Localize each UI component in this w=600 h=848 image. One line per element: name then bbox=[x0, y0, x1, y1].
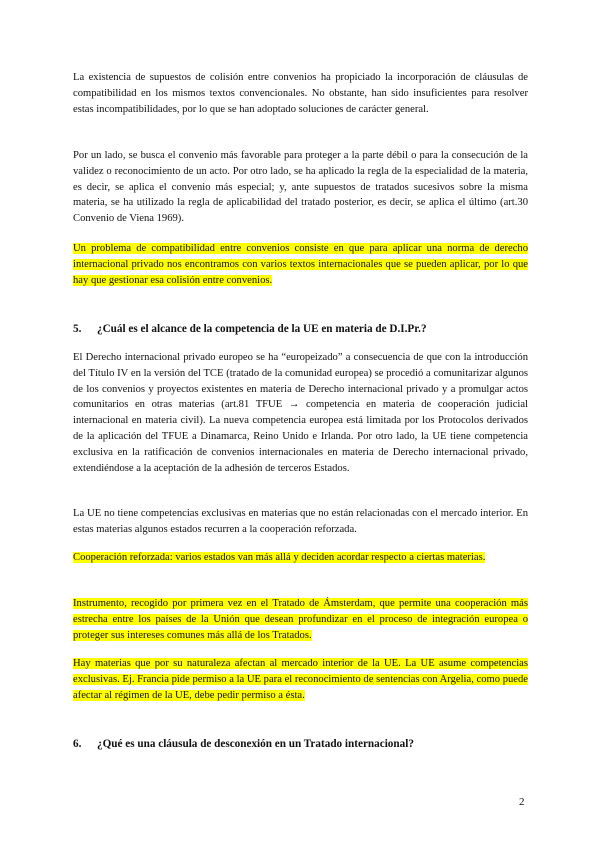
section-heading-5 bbox=[73, 323, 528, 335]
paragraph-collision: La existencia de supuestos de colisión entre convenios ha propiciado la incorporación de cláusulas de compatibilidad en los mismos textos convencionales. No obstante, han sido insuficientes para resolver estas incompatibilidades, por lo que se han adoptado soluciones de carácter general. bbox=[73, 72, 528, 115]
page-number: 2 bbox=[519, 796, 525, 808]
paragraph-instrumento bbox=[73, 596, 528, 643]
highlighted-text: Un problema de compatibilidad entre convenios consiste en que para aplicar una norma de derecho internacional privado nos encontramos con varios textos internacionales que se pueden aplicar, por lo que hay que gestionar esa colisión entre convenios. bbox=[73, 243, 528, 286]
highlighted-text: Cooperación reforzada: varios estados van más allá y deciden acordar respecto a ciertas materias. bbox=[73, 552, 486, 563]
paragraph-solutions: Por un lado, se busca el convenio más favorable para proteger a la parte débil o para la consecución de la validez o reconocimiento de un acto. Por otro lado, se ha aplicado la regla de la especialidad de la materia, es decir, se aplica el convenio más especial; y, ante supuestos de tratados sucesivos sobre la misma materia, se ha utilizado la regla de aplicabilidad del tratado posterior, es decir, se aplica el último (art.30 Convenio de Viena 1969). bbox=[73, 150, 528, 225]
paragraph-compatibility-problem bbox=[73, 241, 528, 288]
paragraph-cooperacion-reforzada bbox=[73, 550, 528, 566]
paragraph-dipr-europeo: El Derecho internacional privado europeo se ha “europeizado” a consecuencia de que con la introducción del Título IV en la versión del TCE (tratado de la comunidad europea) se procedió a comunitarizar algunos de los convenios y proyectos existentes en materia de Derecho internacional privado y a promulgar actos comunitarios en otras materias (art.81 TFUE → competencia en materia de cooperación judicial internacional en materia civil). La nueva competencia europea está limitada por los Protocolos derivados de la aplicación del TFUE a Dinamarca, Reino Unido e Irlanda. Por otro lado, la UE tiene competencia exclusiva en la ratificación de convenios internacionales en materia de Derecho internacional privado, extendiéndose a la aceptación de la adhesión de terceros Estados. bbox=[73, 352, 528, 474]
section-heading-6 bbox=[73, 738, 528, 750]
highlighted-text: Hay materias que por su naturaleza afectan al mercado interior de la UE. La UE asume competencias exclusivas. Ej. Francia pide permiso a la UE para el reconocimiento de sentencias con Argelia, como puede afectar al régimen de la UE, debe pedir permiso a ésta. bbox=[73, 658, 528, 701]
section-number: 6. bbox=[73, 738, 82, 750]
paragraph-ue-no-exclusivas: La UE no tiene competencias exclusivas en materias que no están relacionadas con el mercado interior. En estas materias algunos estados recurren a la cooperación reforzada. bbox=[73, 508, 528, 535]
section-title: ¿Qué es una cláusula de desconexión en un Tratado internacional? bbox=[97, 738, 414, 750]
section-number: 5. bbox=[73, 323, 82, 335]
paragraph-materias-mercado-interior bbox=[73, 656, 528, 703]
highlighted-text: Instrumento, recogido por primera vez en el Tratado de Ámsterdam, que permite una cooperación más estrecha entre los países de la Unión que desean profundizar en el proceso de integración europea o proteger sus intereses comunes más allá de los Tratados. bbox=[73, 598, 528, 641]
section-title: ¿Cuál es el alcance de la competencia de la UE en materia de D.I.Pr.? bbox=[97, 323, 427, 335]
